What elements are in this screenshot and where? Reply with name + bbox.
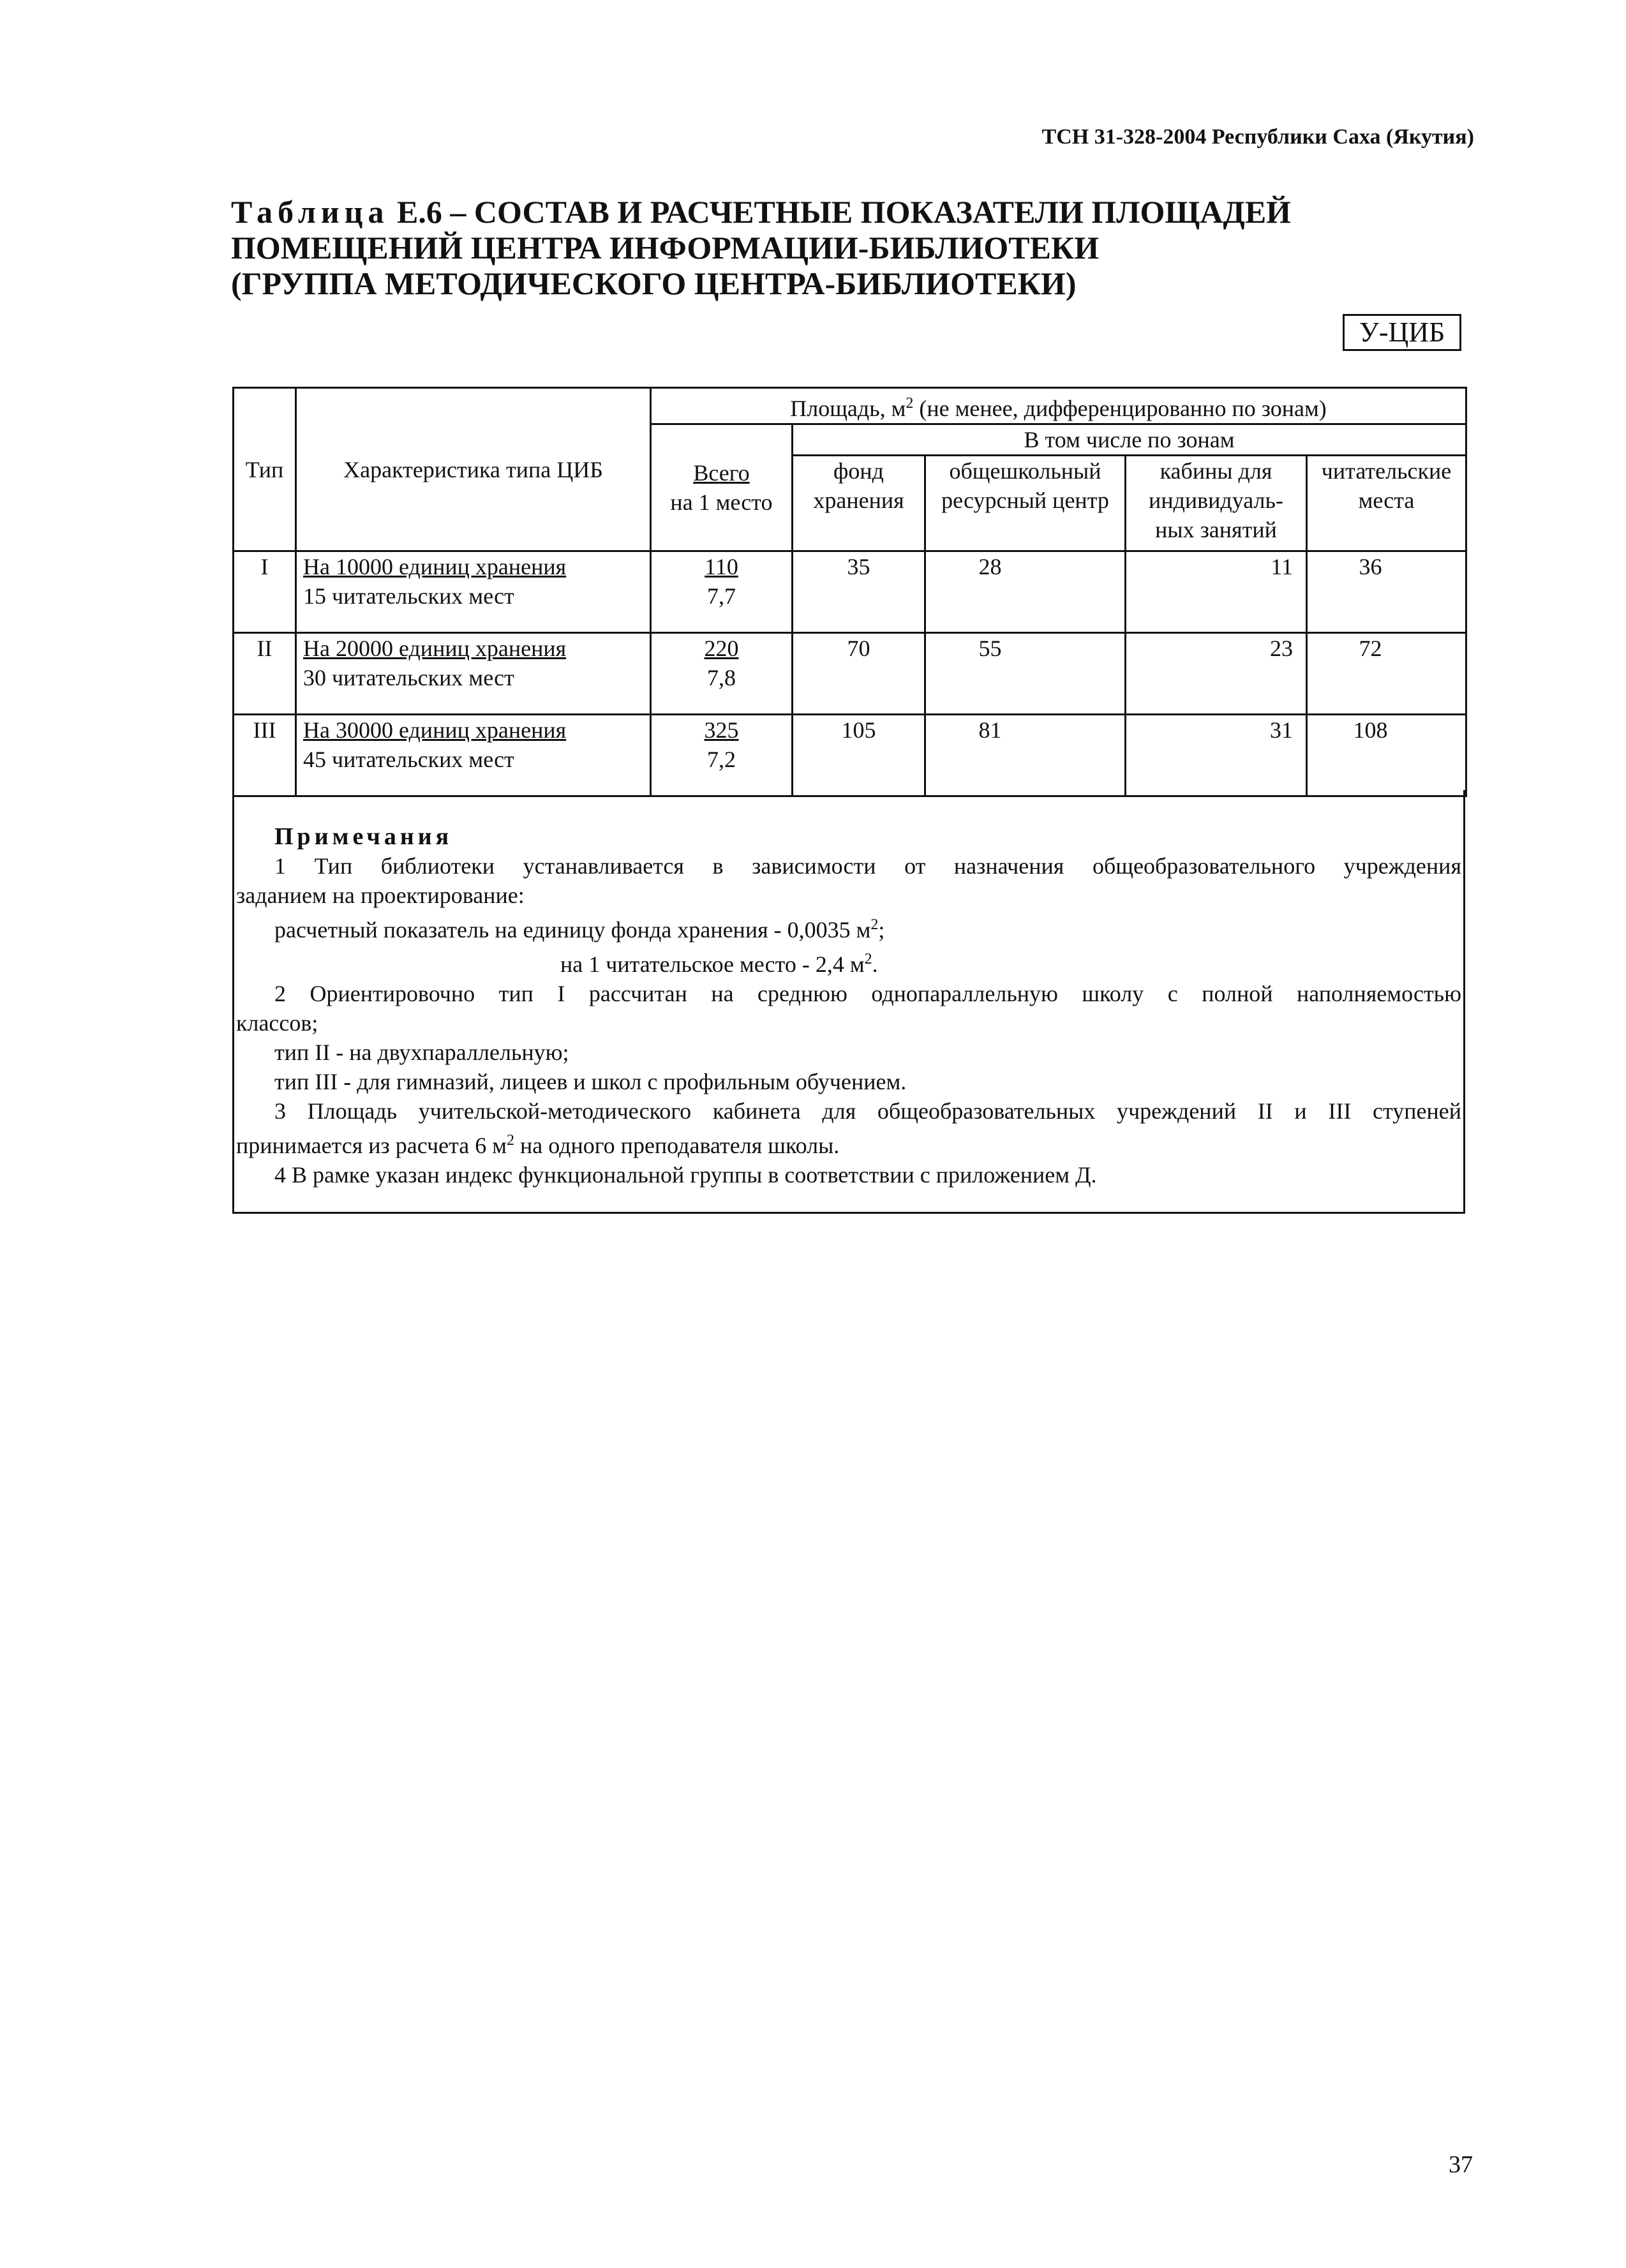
row-resource: 55: [925, 633, 1126, 715]
row-reading: 36: [1307, 551, 1466, 633]
row-per-place: 7,7: [707, 583, 736, 609]
note-2b: классов;: [236, 1010, 318, 1036]
row-total-value: 110: [705, 554, 738, 579]
row-resource: 28: [925, 551, 1126, 633]
title-line-2: ПОМЕЩЕНИЙ ЦЕНТРА ИНФОРМАЦИИ-БИБЛИОТЕКИ: [231, 230, 1100, 265]
title-prefix: Таблица: [231, 194, 389, 230]
area-table: [232, 387, 1467, 797]
note-2c: тип II - на двухпараллельную;: [274, 1040, 569, 1065]
row-per-place: 7,8: [707, 665, 736, 690]
row-resource: 81: [925, 715, 1126, 796]
row-characteristic: [296, 551, 651, 633]
note-1c-sup: 2: [870, 916, 879, 933]
note-3b-suffix: на одного преподавателя школы.: [514, 1133, 840, 1158]
row-cabins: 23: [1126, 633, 1307, 715]
row-total: [651, 633, 793, 715]
row-reading: 108: [1307, 715, 1466, 796]
note-3b-sup: 2: [507, 1132, 515, 1149]
row-cabins: 11: [1126, 551, 1307, 633]
header-area-suffix: (не менее, дифференцированно по зонам): [913, 396, 1327, 421]
table-row: [234, 715, 1466, 796]
header-characteristic: Характеристика типа ЦИБ: [296, 388, 651, 551]
title-line-1: СОСТАВ И РАСЧЕТНЫЕ ПОКАЗАТЕЛИ ПЛОЩАДЕЙ: [474, 194, 1292, 230]
row-total: [651, 715, 793, 796]
header-cabins: кабины для индивидуаль-ных занятий: [1126, 456, 1307, 551]
header-total-line2: на 1 место: [670, 489, 773, 515]
notes-heading: Примечания: [274, 823, 453, 850]
document-header: ТСН 31-328-2004 Республики Саха (Якутия): [1041, 125, 1474, 149]
header-area: [651, 388, 1466, 424]
note-1d-suffix: .: [872, 951, 878, 977]
row-char-line2: 45 читательских мест: [303, 747, 514, 772]
group-index-box: У-ЦИБ: [1343, 314, 1461, 351]
note-1b: заданием на проектирование:: [236, 883, 525, 908]
row-reading: 72: [1307, 633, 1466, 715]
row-type: I: [234, 551, 296, 633]
note-3b-text: принимается из расчета 6 м: [236, 1133, 507, 1158]
note-3b: [236, 1126, 1461, 1160]
row-fund: 105: [793, 715, 925, 796]
table-row: [234, 633, 1466, 715]
header-area-sup: 2: [906, 395, 914, 412]
note-1c-text: расчетный показатель на единицу фонда хранения - 0,0035 м: [274, 917, 871, 943]
title-line-3: (ГРУППА МЕТОДИЧЕСКОГО ЦЕНТРА-БИБЛИОТЕКИ): [231, 265, 1077, 301]
note-1c: [236, 910, 1461, 944]
header-zones: В том числе по зонам: [793, 424, 1466, 456]
row-characteristic: [296, 633, 651, 715]
row-total-value: 220: [704, 636, 739, 661]
header-area-prefix: Площадь, м: [790, 396, 906, 421]
row-char-line1: На 10000 единиц хранения: [303, 554, 567, 579]
row-fund: 70: [793, 633, 925, 715]
row-total-value: 325: [704, 717, 739, 743]
note-2d: тип III - для гимназий, лицеев и школ с профильным обучением.: [274, 1069, 907, 1094]
header-type: Тип: [234, 388, 296, 551]
row-char-line2: 15 читательских мест: [303, 583, 514, 609]
row-char-line2: 30 читательских мест: [303, 665, 514, 690]
note-2a: 2 Ориентировочно тип I рассчитан на среднюю однопараллельную школу с полной наполняемостью: [274, 981, 1461, 1006]
row-type: III: [234, 715, 296, 796]
row-char-line1: На 20000 единиц хранения: [303, 636, 567, 661]
row-fund: 35: [793, 551, 925, 633]
row-per-place: 7,2: [707, 747, 736, 772]
notes-block: [236, 822, 1461, 1190]
note-4: 4 В рамке указан индекс функциональной группы в соответствии с приложением Д.: [274, 1162, 1097, 1188]
row-characteristic: [296, 715, 651, 796]
row-type: II: [234, 633, 296, 715]
note-3a: 3 Площадь учительской-методического кабинета для общеобразовательных учреждений II и III ступеней: [274, 1098, 1461, 1124]
header-reading: читательские места: [1307, 456, 1466, 551]
note-1d-text: на 1 читательское место - 2,4 м: [560, 951, 865, 977]
header-resource: общешкольный ресурсный центр: [925, 456, 1126, 551]
note-1d: [236, 944, 1461, 979]
header-total-line1: Всего: [693, 460, 750, 486]
page-number: 37: [1449, 2151, 1473, 2178]
table-title: [231, 194, 1291, 301]
header-fund: фонд хранения: [793, 456, 925, 551]
note-1c-suffix: ;: [878, 917, 885, 943]
row-char-line1: На 30000 единиц хранения: [303, 717, 567, 743]
row-total: [651, 551, 793, 633]
row-cabins: 31: [1126, 715, 1307, 796]
header-total: [651, 424, 793, 551]
table-row: [234, 551, 1466, 633]
title-number: Е.6: [397, 194, 442, 230]
note-1d-sup: 2: [864, 951, 872, 967]
title-dash: –: [442, 194, 474, 230]
note-1a: 1 Тип библиотеки устанавливается в зависимости от назначения общеобразовательного учреждения: [274, 853, 1461, 879]
